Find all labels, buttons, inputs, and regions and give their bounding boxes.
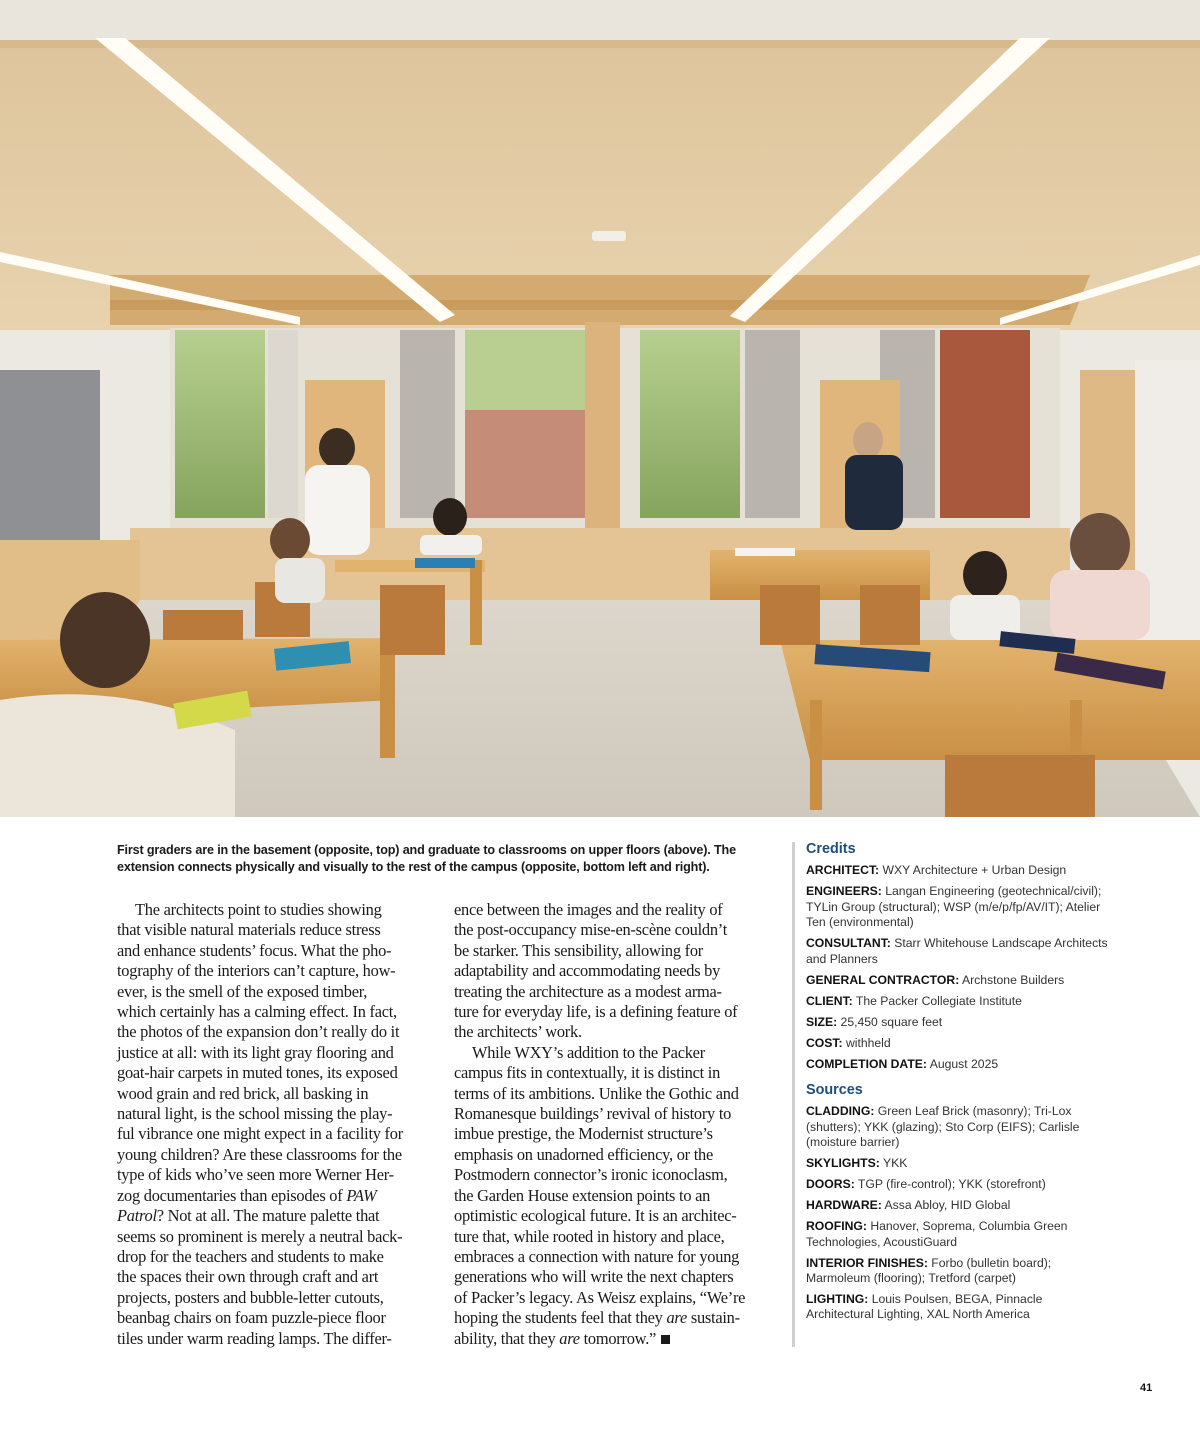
body-text: ability, that they — [454, 1328, 560, 1348]
credit-entry — [806, 1036, 1112, 1051]
body-line: campus fits in contextually, it is distinct in — [454, 1063, 721, 1083]
credit-value: WXY Architecture + Urban Design — [882, 863, 1067, 878]
body-line: the post-occupancy mise-en-scène couldn’t — [454, 920, 727, 940]
body-line: be starker. This sensibility, allowing for — [454, 940, 703, 960]
body-line — [117, 1186, 423, 1206]
body-line — [454, 1329, 760, 1349]
credit-entry — [806, 936, 1112, 967]
body-line: the architects’ work. — [454, 1022, 582, 1042]
credit-value: August 2025 — [929, 1056, 999, 1071]
credit-label: ENGINEERS: — [806, 884, 882, 899]
source-label: CLADDING: — [806, 1104, 875, 1119]
body-line: justice at all: with its light gray flooring and — [117, 1042, 394, 1062]
body-line — [117, 1206, 423, 1226]
credit-entry — [806, 863, 1112, 878]
body-line: Postmodern connector’s ironic iconoclasm, — [454, 1165, 728, 1185]
credit-value: Starr Whitehouse Landscape Architects and Planners — [806, 936, 1108, 966]
source-entry — [806, 1219, 1112, 1250]
body-text: sustain- — [686, 1308, 740, 1328]
body-line: beanbag chairs on foam puzzle-piece floor — [117, 1308, 386, 1328]
credit-value: 25,450 square feet — [840, 1014, 943, 1029]
body-column-2 — [454, 900, 760, 1349]
source-label: INTERIOR FINISHES: — [806, 1255, 928, 1270]
body-line: treating the architecture as a modest arma- — [454, 981, 722, 1001]
body-line: wood grain and red brick, all basking in — [117, 1083, 369, 1103]
body-line: and enhance students’ focus. What the pho- — [117, 940, 392, 960]
credit-label: ARCHITECT: — [806, 863, 880, 878]
body-line: the spaces their own through craft and art — [117, 1267, 379, 1287]
body-line: tography of the interiors can’t capture, how- — [117, 961, 396, 981]
body-line: seems so prominent is merely a neutral back- — [117, 1226, 403, 1246]
credit-value: The Packer Collegiate Institute — [855, 993, 1022, 1008]
source-value: Hanover, Soprema, Columbia Green Technologies, AcoustiGuard — [806, 1219, 1068, 1249]
body-line: While WXY’s addition to the Packer — [472, 1042, 705, 1062]
body-line: adaptability and accommodating needs by — [454, 961, 721, 981]
credits-heading: Credits — [806, 841, 856, 857]
credit-label: GENERAL CONTRACTOR: — [806, 972, 960, 987]
emphasis: are — [559, 1328, 580, 1348]
credit-entry — [806, 1015, 1112, 1030]
emphasis: are — [666, 1308, 687, 1328]
body-line: imbue prestige, the Modernist structure’s — [454, 1124, 713, 1144]
credit-value: Archstone Builders — [961, 972, 1065, 987]
body-line: drop for the teachers and students to make — [117, 1246, 384, 1266]
body-line: of Packer’s legacy. As Weisz explains, “We’re — [454, 1287, 746, 1307]
body-line: goat-hair carpets in muted tones, its exposed — [117, 1063, 398, 1083]
body-line: ture for everyday life, is a defining feature of — [454, 1002, 738, 1022]
body-line: the photos of the expansion don’t really do it — [117, 1022, 400, 1042]
source-value: YKK — [882, 1156, 908, 1171]
credit-label: CONSULTANT: — [806, 936, 891, 951]
credit-entry — [806, 884, 1112, 930]
body-line: natural light, is the school missing the play- — [117, 1104, 393, 1124]
source-entry — [806, 1292, 1112, 1323]
source-label: LIGHTING: — [806, 1292, 869, 1307]
body-line: terms of its ambitions. Unlike the Gothic and — [454, 1083, 739, 1103]
body-line: tiles under warm reading lamps. The differ- — [117, 1328, 392, 1348]
body-line: embraces a connection with nature for young — [454, 1246, 740, 1266]
body-line: optimistic ecological future. It is an architec- — [454, 1206, 737, 1226]
source-entry — [806, 1256, 1112, 1287]
body-line: ful vibrance one might expect in a facility for — [117, 1124, 403, 1144]
credit-label: CLIENT: — [806, 993, 853, 1008]
source-entry — [806, 1156, 1112, 1171]
source-value: Assa Abloy, HID Global — [884, 1198, 1011, 1213]
source-entry — [806, 1104, 1112, 1150]
source-value: TGP (fire-control); YKK (storefront) — [857, 1177, 1046, 1192]
body-text: ? Not at all. The mature palette that — [156, 1206, 380, 1226]
show-title-italic: PAW — [346, 1185, 377, 1205]
body-line: the Garden House extension points to an — [454, 1185, 711, 1205]
body-text: tomorrow.” — [579, 1328, 657, 1348]
source-entry — [806, 1177, 1112, 1192]
body-column-1 — [117, 900, 423, 1349]
body-line: type of kids who’ve seen more Werner Her- — [117, 1165, 394, 1185]
source-label: DOORS: — [806, 1177, 855, 1192]
body-line: projects, posters and bubble-letter cutouts, — [117, 1287, 384, 1307]
source-value: Forbo (bulletin board); Marmoleum (flooring); Tretford (carpet) — [806, 1255, 1052, 1286]
credit-value: withheld — [845, 1035, 891, 1050]
source-label: HARDWARE: — [806, 1198, 882, 1213]
body-line: generations who will write the next chapters — [454, 1267, 734, 1287]
credit-label: COMPLETION DATE: — [806, 1056, 927, 1071]
credit-label: SIZE: — [806, 1014, 838, 1029]
credit-entry — [806, 1057, 1112, 1072]
body-line: ever, is the smell of the exposed timber, — [117, 981, 368, 1001]
body-line: emphasis on unadorned efficiency, or the — [454, 1144, 713, 1164]
source-value: Green Leaf Brick (masonry); Tri-Lox (shutters); YKK (glazing); Sto Corp (EIFS); Carlisle (moisture barrier) — [806, 1104, 1080, 1150]
credits-sidebar — [792, 842, 1112, 1347]
body-line: ture that, while rooted in history and place, — [454, 1226, 725, 1246]
body-line — [454, 1308, 760, 1328]
body-line: young children? Are these classrooms for the — [117, 1144, 402, 1164]
source-entry — [806, 1198, 1112, 1213]
source-label: SKYLIGHTS: — [806, 1156, 880, 1171]
show-title-italic: Patrol — [117, 1206, 157, 1226]
body-line: The architects point to studies showing — [135, 900, 382, 919]
body-line: ence between the images and the reality of — [454, 900, 723, 919]
body-text: zog documentaries than episodes of — [117, 1185, 343, 1205]
body-line: Romanesque buildings’ revival of history to — [454, 1104, 732, 1124]
source-value: Louis Poulsen, BEGA, Pinnacle Architectural Lighting, XAL North America — [806, 1292, 1043, 1322]
credit-label: COST: — [806, 1035, 843, 1050]
page-number: 41 — [1140, 1382, 1153, 1394]
body-line: that visible natural materials reduce stress — [117, 920, 381, 940]
photo-caption: First graders are in the basement (opposite, top) and graduate to classrooms on upper floors (above). The extension connects physically and visually to the rest of the campus (opposite, bottom left and right). — [117, 843, 736, 874]
credit-entry — [806, 994, 1112, 1009]
credit-value: Langan Engineering (geotechnical/civil); TYLin Group (structural); WSP (m/e/p/fp/AV/IT); Atelier Ten (environmental) — [806, 884, 1102, 930]
credit-entry — [806, 973, 1112, 988]
end-mark-icon — [661, 1335, 670, 1344]
body-text: hoping the students feel that they — [454, 1308, 667, 1328]
body-line: which certainly has a calming effect. In fact, — [117, 1002, 397, 1022]
source-label: ROOFING: — [806, 1219, 867, 1234]
sources-heading: Sources — [806, 1082, 863, 1099]
